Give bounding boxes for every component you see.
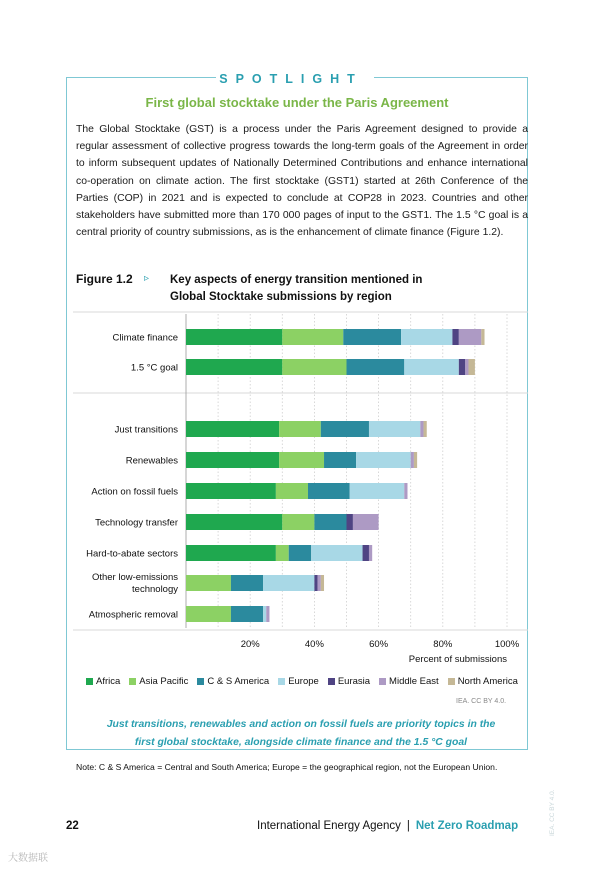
chart-legend: [86, 676, 518, 687]
legend-swatch-middle-east: [379, 678, 386, 685]
x-tick-label-80: 80%: [433, 639, 453, 650]
legend-item-africa: [86, 676, 120, 687]
figure-title: [170, 272, 470, 306]
intro-paragraph: The Global Stocktake (GST) is a process under the Paris Agreement designed to provide a regular assessment of collective progress towards the long-term goals of the Agreement in order to inform subsequent updates of Nationally Determined Contributions and enhance international co-operation on climate action. The first stocktake (GST1) started at 26th Conference of the Parties (COP) in 2021 and is expected to conclude at COP28 in 2023. Countries and other stakeholders have submitted more than 170 000 pages of input to the GST1. The 1.5 °C goal is a central priority of country submissions, as is the enhancement of climate finance (Figure 1.2).: [76, 124, 528, 239]
figure-title-line-2: Global Stocktake submissions by region: [170, 291, 392, 303]
legend-swatch-eurasia: [328, 678, 335, 685]
category-label-other-low-emissions-technology-1: Other low-emissions: [91, 572, 178, 583]
legend-item-europe: [278, 676, 319, 687]
figure-arrow-icon: ▹: [144, 273, 150, 284]
category-label-technology-transfer: Technology transfer: [95, 517, 178, 529]
legend-label-europe: Europe: [288, 676, 319, 687]
legend-swatch-north-america: [448, 678, 455, 685]
caption-line-1: Just transitions, renewables and action on fossil fuels are priority topics in the: [106, 719, 496, 730]
category-label-hard-to-abate-sectors: Hard-to-abate sectors: [86, 548, 178, 560]
frame-line-top-left: [66, 77, 216, 78]
legend-label-north-america: North America: [457, 676, 518, 687]
legend-item-north-america: [448, 676, 518, 687]
spotlight-heading: SPOTLIGHT: [219, 72, 363, 86]
watermark: 大数据联: [8, 853, 48, 864]
caption-line-2: first global stocktake, alongside climate finance and the 1.5 °C goal: [134, 736, 468, 748]
category-label-climate-finance: Climate finance: [112, 332, 178, 344]
legend-label-eurasia: Eurasia: [337, 676, 371, 687]
x-tick-label-40: 40%: [304, 639, 324, 650]
x-axis-title: Percent of submissions: [408, 654, 507, 665]
category-label-action-on-fossil-fuels: Action on fossil fuels: [91, 486, 178, 498]
legend-label-middle-east: Middle East: [389, 676, 439, 687]
legend-label-asia-pacific: Asia Pacific: [139, 676, 189, 687]
legend-item-middle-east: [379, 676, 439, 687]
x-tick-label-60: 60%: [369, 639, 389, 650]
side-credit: IEA. CC BY 4.0.: [549, 789, 556, 836]
x-tick-label-100: 100%: [494, 639, 520, 650]
legend-label-africa: Africa: [96, 676, 121, 687]
figure-credit: IEA. CC BY 4.0.: [456, 698, 507, 705]
category-label-1-5-c-goal: 1.5 °C goal: [130, 362, 178, 374]
legend-swatch-asia-pacific: [129, 678, 136, 685]
legend-item-eurasia: [328, 676, 370, 687]
figure-label: Figure 1.2: [76, 272, 133, 286]
footer: [257, 820, 518, 832]
x-tick-label-20: 20%: [240, 639, 260, 650]
figure-title-line-1: Key aspects of energy transition mentioned in: [170, 274, 423, 286]
legend-swatch-c-s-america: [197, 678, 204, 685]
category-label-atmospheric-removal: Atmospheric removal: [88, 609, 178, 621]
legend-swatch-europe: [278, 678, 285, 685]
legend-label-c-s-america: C & S America: [207, 676, 270, 687]
footer-agency: International Energy Agency: [257, 820, 401, 832]
figure-caption: [86, 716, 516, 751]
legend-item-c-s-america: [197, 676, 269, 687]
category-label-renewables: Renewables: [125, 455, 178, 467]
legend-item-asia-pacific: [129, 676, 188, 687]
footnote: Note: C & S America = Central and South America; Europe = the geographical region, not the European Union.: [76, 762, 498, 772]
footer-report-title: Net Zero Roadmap: [415, 820, 519, 832]
frame-line-left: [66, 77, 67, 750]
category-label-just-transitions: Just transitions: [114, 424, 178, 436]
frame-line-top-right: [374, 77, 528, 78]
footer-separator: |: [406, 820, 410, 832]
legend-swatch-africa: [86, 678, 93, 685]
category-label-other-low-emissions-technology-2: technology: [132, 584, 178, 595]
box-title: First global stocktake under the Paris Agreement: [145, 95, 449, 110]
page-number: 22: [66, 820, 79, 832]
